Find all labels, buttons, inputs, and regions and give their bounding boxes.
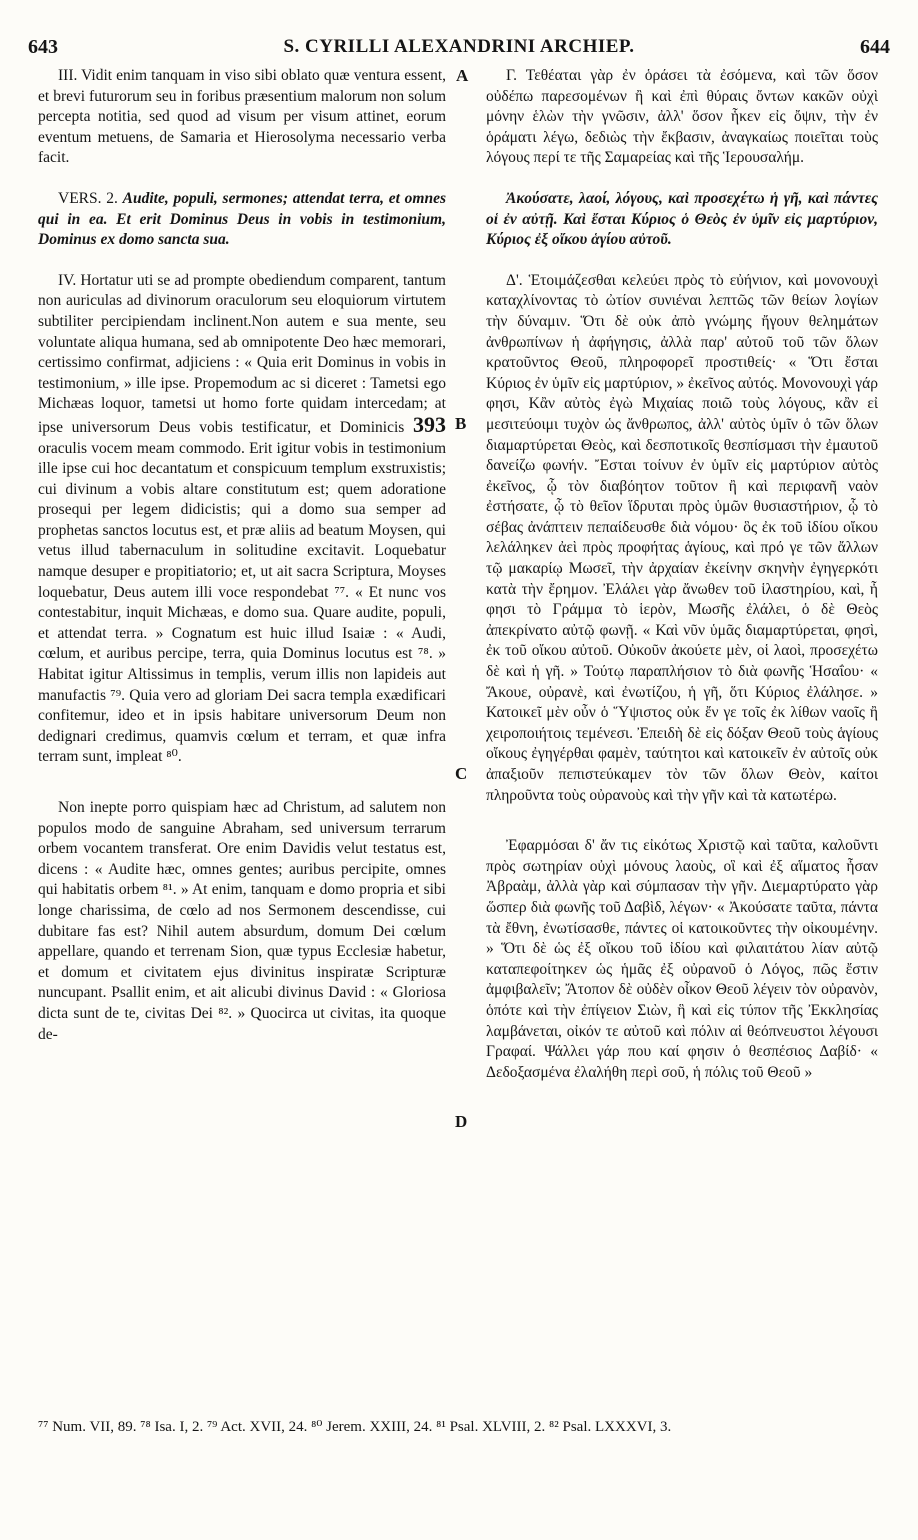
page-number-left: 643 [28,36,58,58]
greek-verse-2: Ἀκούσατε, λαοί, λόγους, καὶ προσεχέτω ἡ γῆ, καὶ πάντες οἱ ἐν αὐτῇ. Καὶ ἔσται Κύριος ὁ Θεὸς ἐν ὑμῖν εἰς μαρτύριον, Κύριος ἐξ οἴκου ἁγίου αὐτοῦ. [486,189,878,249]
latin-paragraph-4-part-a: IV. Hortatur uti se ad prompte obediendum comparent, tantum non auriculas ad divinorum oraculorum seu eloquiorum virtutem subtiliter percipiendam inclinent.Non autem e sua mente, seu voluntate aliqua humana, sed ab omnipotente Deo hæc memorari, certissimo confirmat, adjiciens : « Quia erit Dominus in vobis in testimonium, » ille ipse. Propemodum ac si diceret : Tametsi ego Michæas loquor, tametsi ut homo forte quidam intercedam; at ipse universorum Deus vobis testificatur, et Dominicis [38,271,446,436]
latin-paragraph-1: III. Vidit enim tanquam in viso sibi oblato quæ ventura essent, et brevi futurorum seu in foribus præsentium malorum non solum percepta notitia, sed quod ad visum per visum attinet, eorum eventum metuens, de Samaria et Hierosolyma necessario verba facit. [38,67,446,167]
greek-paragraph-1: Γ. Τεθέαται γὰρ ἐν ὁράσει τὰ ἐσόμενα, καὶ τῶν ὅσον οὐδέπω παρεσομένων ἢ καὶ ἐπὶ θύραις ὄντων κακῶν οὐχὶ μόνην ἑλὼν τὴν γνῶσιν, ἀλλ' ὅσον ἧκεν εἰς ὄψιν, τὴν ἐν ὁράματι λέγω, δεδιὼς τὴν ἔκβασιν, ἀναγκαίως ποιεῖται τοὺς λόγους περί τε τῆς Σαμαρείας καὶ τῆς Ἱερουσαλήμ. [486,67,878,167]
margin-marker-a: A [456,66,469,85]
verse-label: VERS. 2. [58,189,118,207]
greek-paragraph-5: Ἐφαρμόσαι δ' ἄν τις εἰκότως Χριστῷ καὶ ταῦτα, καλοῦντι πρὸς σωτηρίαν οὐχὶ μόνους λαοὺς, οἳ καὶ ἐξ αἵματος ἦσαν Ἀβραὰμ, ἀλλὰ γὰρ καὶ σύμπασαν τὴν γῆν. Διεμαρτύρατο γὰρ ὥσπερ διὰ φωνῆς τοῦ Δαβὶδ, λέγων· « Ἀκούσατε ταῦτα, πάντα τὰ ἔθνη, ἐνωτίσασθε, πάντες οἱ κατοικοῦντες τὴν οἰκουμένην. » Ὅτι δὲ ὡς ἐξ οἴκου τοῦ ἰδίου καὶ φιλαιτάτου λίαν αὐτῷ καταπεφοίτηκεν ὡς ἡμᾶς ἐξ οὐρανοῦ ὁ Λόγος, πῶς ἔστιν ἀμφιβαλεῖν; Ἄτοπον δὲ οὐδὲν οἶκον Θεοῦ λέγειν τὸν οὐρανὸν, ὁπότε καὶ τὴν ἐπίγειον Σιὼν, ἣ καὶ εἰς τύπον τῆς Ἐκκλησίας λαμβάνεται, οἰκόν τε αὐτοῦ καὶ πόλιν αἱ θεόπνευστοι λέγουσι Γραφαί. Ψάλλει γάρ που καί φησιν ὁ θεσπέσιος Δαβίδ· « Δεδοξασμένα ἐλαλήθη περὶ σοῦ, ἡ πόλις τοῦ Θεοῦ » [486,837,878,1081]
margin-marker-b: B [455,414,467,433]
footnotes: ⁷⁷ Num. VII, 89. ⁷⁸ Isa. I, 2. ⁷⁹ Act. XVII, 24. ⁸⁰ Jerem. XXIII, 24. ⁸¹ Psal. XLVIII, 2. ⁸² Psal. LXXXVI, 3. [38,1419,672,1435]
latin-paragraph-5: Non inepte porro quispiam hæc ad Christum, ad salutem non populos modo de sanguine Abraham, sed universum terrarum orbem vocantem transferat. Ore enim Davidis velut testatus est, dicens : « Audite hæc, omnes gentes; auribus percipite, omnes qui habitatis orbem ⁸¹. » At enim, tanquam e domo propria et sibi longe charissima, de cœlo ad nos Sermonem descendisse, cui dubitare fas est? Nihil autem absurdum, domum Dei cœlum appellare, quando et terrenam Sion, quæ typus Ecclesiæ habetur, et domum et civitatem ejus divinitus inspiratæ Scripturæ nuncupant. Psallit enim, et ait alicubi divinus David : « Gloriosa dicta sunt de te, civitas Dei ⁸². » Quocirca ut civitas, ita quoque de- [38,799,446,1043]
latin-paragraph-4-part-b: oraculis vocem meam commodo. Erit igitur vobis in testimonium ille ipse cui hoc decantatum et conspicuum templum exstruxistis; cui divinum a vobis altare constitutum est; quem adoratione prosequi per legem didicistis; qui a domo sua semper ad prophetas sanctos locutus est, et præ aliis ad beatum Moysen, qui vetus illud tabernaculum in solitudine excitavit. Loquebatur namque desuper e propitiatorio; et, ut ait sacra Scriptura, Moyses loquebatur, Deus autem illi voce respondebat ⁷⁷. « Et nunc vos contestabitur, inquit Michæas, e domo sua. Quare audite, populi, et attendat terra. » Cognatum est huic illud Isaiæ : « Audi, cœlum, et auribus percipe, terra, quia Dominus locutus est ⁷⁸. » Habitat igitur Altissimus in templis, verum illis non lapideis aut manufactis ⁷⁹. Quia vero ad gloriam Dei sacra templa exædificari confitemur, ideo et in ipsis habitare universorum Deum non dedignari credimus, quamvis cœlum et terram, et quæ infra terram sunt, impleat ⁸⁰. [38,439,446,766]
latin-column [38,66,446,1045]
latin-verse-2 [38,189,446,251]
page-header [28,36,890,62]
greek-column [486,66,878,1083]
running-title: S. CYRILLI ALEXANDRINI ARCHIEP. [283,36,635,57]
page-number-right: 644 [860,36,890,58]
column-number: 393 [413,411,447,437]
margin-marker-d: D [455,1112,468,1131]
latin-paragraph-4 [38,271,446,768]
margin-marker-c: C [455,764,468,783]
verse-text: Audite, populi, sermones; attendat terra, et omnes qui in ea. Et erit Dominus Deus in vobis in testimonium, Dominus ex domo sancta sua. [38,189,447,249]
greek-paragraph-4: Δ'. Ἑτοιμάζεσθαι κελεύει πρὸς τὸ εὐήνιον, καὶ μονονουχὶ καταχλίνοντας τὸ ὠτίον συνιέναι λεπτῶς τῶν θείων λογίων τὴν δύναμιν. Ὅτι δὲ οὐκ ἀπὸ γνώμης ἤγουν θελημάτων ἀνθρωπίνων ἡ ἀφήγησις, ἀλλὰ παρ' αὐτοῦ τοῦ τῶν ὅλων κρατοῦντος Θεοῦ, πληροφορεῖ προστιθείς· « Ὅτι ἔσται Κύριος ἐν ὑμῖν εἰς μαρτύριον, » ἐκεῖνος αὐτός. Μονονουχὶ γάρ φησι, Κἂν αὐτὸς ἐγὼ Μιχαίας ποιῶ τοὺς λόγους, κἂν εἰ μεσιτεύοιμι τυχὸν ὡς ἄνθρωπος, ἀλλ' αὐτὸς ὑμῖν ὁ τῶν ὅλων διαμαρτύρεται Θεὸς, καὶ δεσποτικοῖς θεσπίσμασι τὴν ἐμαυτοῦ δανείζω φωνήν. Ἔσται τοίνυν ἐν ὑμῖν εἰς μαρτύριον αὐτὸς ἐκεῖνος, ᾧ τὸν διαβόητον τοῦτον ἢ καὶ περιφανῆ ναὸν ἐστήσατε, ᾧ τὸ θεῖον ἵδρυται πρὸς ὑμῶν θυσιαστήριον, ᾧ τὸ σέβας ἀνάπτειν πεπαίδευσθε διὰ νόμου· ὃς ἐκ τοῦ ἰδίου οἴκου λελάληκεν ἀεὶ πρὸς προφήτας ἁγίους, καὶ πρό γε τῶν ἄλλων τῷ μακαρίῳ Μωσεῖ, τὴν ἀρχαίαν ἐκείνην σκηνὴν ἐγηγερκότι κατὰ τὴν ἔρημον. Ἐλάλει γὰρ ἄνωθεν τοῦ ἱλαστηρίου, καὶ, ἦ φησι τὸ Γράμμα τὸ ἱερὸν, Μωσῆς ἐλάλει, ὁ δὲ Θεὸς ἀπεκρίνατο αὐτῷ φωνῇ. « Καὶ νῦν ὑμᾶς διαμαρτύρεται, φησὶ, ἐκ τοῦ οἴκου αὐτοῦ. Οὐκοῦν ἀκούετε μὲν, οἱ λαοὶ, προσεχέτω δὲ καὶ ἡ γῆ. » Τούτῳ παραπλήσιον τὸ διὰ φωνῆς Ἡσαΐου· « Ἄκουε, οὐρανὲ, καὶ ἐνωτίζου, ἡ γῆ, ὅτι Κύριος ἐλάλησε. » Κατοικεῖ μὲν οὖν ὁ Ὕψιστος οὐκ ἔν γε τοῖς ἐκ λίθων ναοῖς ἢ χειροποιήτοις τεμένεσι. Ἐπειδὴ δὲ εἰς δόξαν Θεοῦ τοὺς ἁγίους οἴκους ἐγηγέρθαι φαμὲν, ταύτητοι καὶ κατοικεῖν ἐν αὐτοῖς οὐκ ἀπαξιοῦν πεπιστεύκαμεν τὸν τῶν ὅλων Θεὸν, καίτοι πληροῦντα τοὺς οὐρανοὺς καὶ τὴν γῆν καὶ τὰ κατωτέρω. [486,271,878,804]
